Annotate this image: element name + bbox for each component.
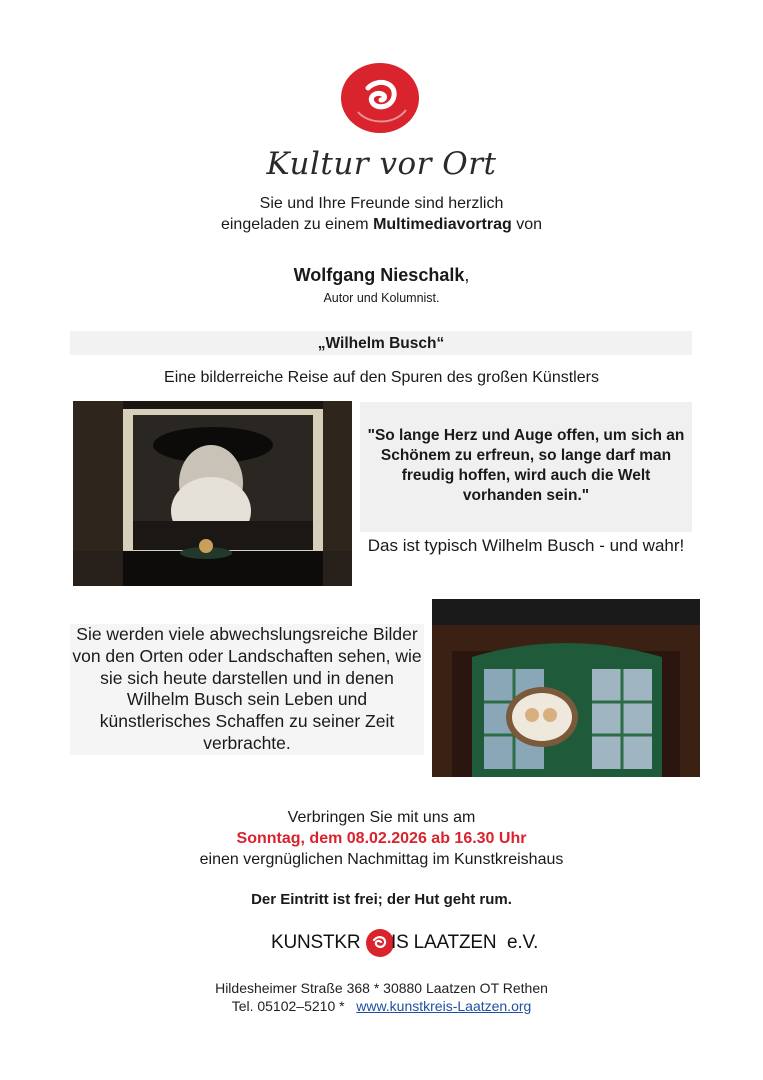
event-line-1: Verbringen Sie mit uns am [287,809,476,826]
contact-line [0,997,763,1015]
phone-number: Tel. 05102–5210 * [231,998,357,1014]
invitation-line-2-pre: eingeladen zu einem [220,216,374,233]
invitation-line-1: Sie und Ihre Freunde sind herzlich [259,195,504,212]
wilhelm-busch-portrait-exhibit-icon [73,401,352,586]
address-line: Hildesheimer Straße 368 * 30880 Laatzen OT Rethen [215,980,548,996]
speaker-name: Wolfgang Nieschalk [293,265,465,285]
kunstkreis-wordmark [271,928,551,958]
typisch-text: Das ist typisch Wilhelm Busch - und wahr! [367,536,685,555]
speaker-suffix: , [464,265,470,285]
wordmark-part-1: KUNSTKR [271,932,361,953]
wordmark-part-2: IS LAATZEN [391,932,497,953]
subtitle: Eine bilderreiche Reise auf den Spuren des großen Künstlers [164,369,599,386]
address-block [0,979,763,1015]
event-line-3: einen vergnüglichen Nachmittag im Kunstkreishaus [199,851,564,868]
invitation-line-2 [0,214,763,235]
description-text: Sie werden viele abwechslungsreiche Bilder von den Orten oder Landschaften sehen, wie sie sich heute darstellen und in denen Wilhelm Busch sein Leben und künstlerisches Schaffen zu seiner Zeit verbrachte. [70,624,424,755]
invitation-line-2-post: von [511,216,543,233]
event-date: Sonntag, dem 08.02.2026 ab 16.30 Uhr [236,830,527,847]
kunstkreis-logo-icon [338,60,424,136]
topic-title: „Wilhelm Busch“ [317,335,445,352]
speaker-role: Autor und Kolumnist. [323,291,440,305]
admission-note: Der Eintritt ist frei; der Hut geht rum. [251,891,512,908]
invitation-text [0,193,763,235]
busch-quote: "So lange Herz und Auge offen, um sich an Schönem zu erfreun, so lange darf man freudig hoffen, wird auch die Welt vorhanden sein." [367,427,685,504]
invitation-line-2-bold: Multimediavortrag [373,216,512,233]
event-invitation [0,807,763,870]
speaker-line [0,265,763,286]
wilhelm-busch-birthplace-window-icon [432,599,700,777]
website-link[interactable]: www.kunstkreis-Laatzen.org [356,998,532,1014]
page-title: Kultur vor Ort [266,146,497,182]
wordmark-part-3: e.V. [507,932,539,953]
